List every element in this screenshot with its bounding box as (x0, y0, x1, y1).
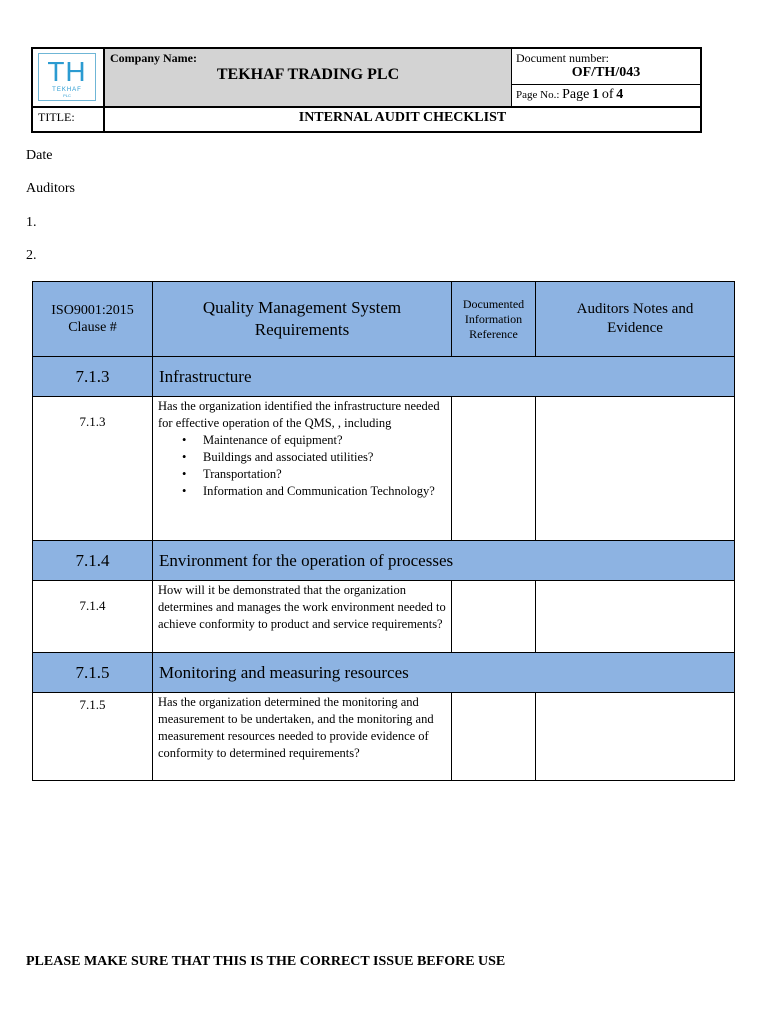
col-header-documented-info: Documented Information Reference (452, 282, 536, 357)
auditor-item-1: 1. (26, 215, 37, 230)
question-row (33, 581, 735, 653)
documented-info-cell[interactable] (452, 693, 536, 781)
question-cell: How will it be demonstrated that the organization determines and manages the work environment needed to achieve conformity to product and service requirements? (153, 581, 452, 653)
bullet-item: • Maintenance of equipment? (203, 432, 447, 449)
page-number (516, 87, 623, 103)
section-row (33, 541, 735, 581)
page-number-cell (512, 85, 700, 106)
page-total: 4 (616, 87, 624, 102)
section-number: 7.1.5 (33, 653, 153, 693)
auditor-notes-cell[interactable] (536, 397, 735, 541)
col-header-requirements: Quality Management System Requirements (153, 282, 452, 357)
logo-cell (33, 49, 105, 106)
section-title: Monitoring and measuring resources (153, 653, 735, 693)
date-label: Date (26, 148, 53, 163)
company-label: Company Name: (110, 51, 197, 65)
page-label: Page No.: (516, 89, 560, 101)
question-cell (153, 397, 452, 541)
section-title: Infrastructure (153, 357, 735, 397)
company-name: TEKHAF TRADING PLC (216, 66, 400, 83)
clause-number: 7.1.3 (33, 397, 153, 541)
bullet-item: • Transportation? (203, 466, 447, 483)
logo-mark: TH (47, 56, 87, 87)
auditors-label: Auditors (26, 181, 75, 196)
question-bullets (158, 432, 447, 500)
section-title: Environment for the operation of processes (153, 541, 735, 581)
page-word: Page (562, 87, 590, 102)
auditor-notes-cell[interactable] (536, 581, 735, 653)
document-number-cell (512, 49, 700, 85)
documented-info-cell[interactable] (452, 397, 536, 541)
audit-checklist-table (32, 281, 735, 781)
logo-sub: PLC (63, 93, 71, 98)
question-cell: Has the organization determined the monitoring and measurement to be undertaken, and the monitoring and measurement resources needed to provide evidence of conformity to determined requirements? (153, 693, 452, 781)
question-text: Has the organization identified the infrastructure needed for effective operation of the QMS, , including (158, 399, 440, 430)
logo-name: TEKHAF (52, 87, 82, 93)
clause-number: 7.1.5 (33, 693, 153, 781)
question-row (33, 397, 735, 541)
title-row (33, 106, 700, 131)
page-current: 1 (592, 87, 600, 102)
clause-number: 7.1.4 (33, 581, 153, 653)
auditor-notes-cell[interactable] (536, 693, 735, 781)
section-row (33, 357, 735, 397)
bullet-item: • Buildings and associated utilities? (203, 449, 447, 466)
bullet-item: • Information and Communication Technology? (203, 483, 447, 500)
document-header (31, 47, 702, 133)
footer-note: PLEASE MAKE SURE THAT THIS IS THE CORRECT ISSUE BEFORE USE (26, 954, 506, 969)
company-cell (105, 49, 512, 106)
document-number-label: Document number: (516, 51, 609, 65)
table-header-row (33, 282, 735, 357)
section-number: 7.1.3 (33, 357, 153, 397)
col-header-auditor-notes: Auditors Notes and Evidence (536, 282, 735, 357)
section-number: 7.1.4 (33, 541, 153, 581)
section-row (33, 653, 735, 693)
question-row (33, 693, 735, 781)
company-logo (38, 53, 96, 101)
documented-info-cell[interactable] (452, 581, 536, 653)
title-label: TITLE: (33, 108, 105, 131)
auditor-item-2: 2. (26, 248, 37, 263)
col-header-clause: ISO9001:2015 Clause # (33, 282, 153, 357)
document-number: OF/TH/043 (571, 65, 641, 80)
page-of: of (601, 87, 614, 102)
document-title: INTERNAL AUDIT CHECKLIST (298, 110, 507, 125)
